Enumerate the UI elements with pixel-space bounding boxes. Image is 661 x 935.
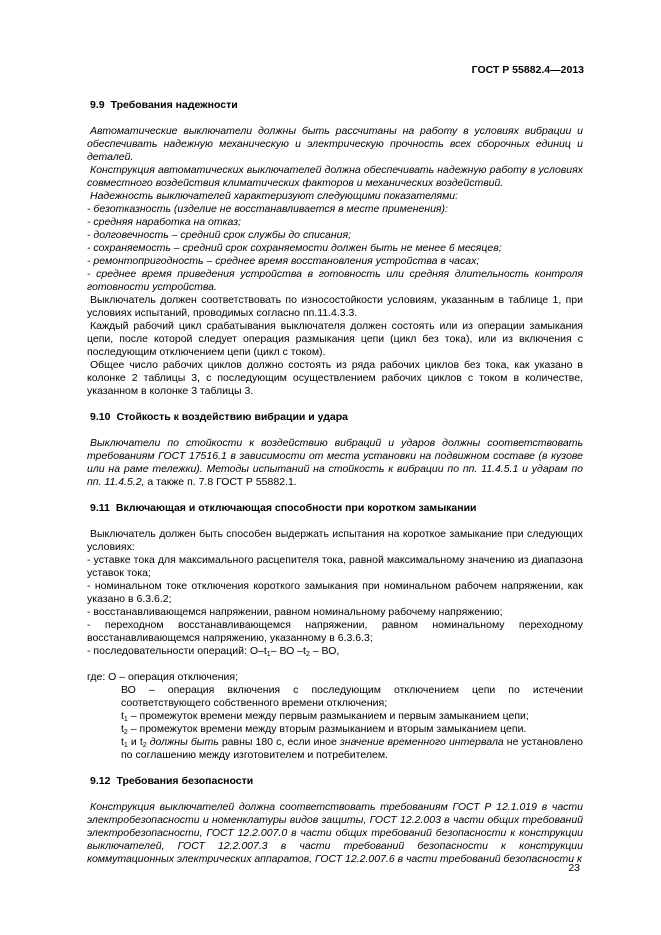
list-item: - уставке тока для максимального расцепителя тока, равной максимальному значению из диапазона уставок тока; [87, 554, 583, 579]
definition-bo: ВО – операция включения с последующим отключением цепи по истечении соответствующего собственного времени отключения; [121, 684, 583, 709]
list-item: - среднее время приведения устройства в готовность или средняя длительность контроля готовности устройства. [87, 268, 583, 293]
document-header: ГОСТ Р 55882.4—2013 [471, 64, 584, 76]
definition-interval: $t_1$ и $t_2$ должны быть равны 180 с, если иное значение временного интервала не установлено по соглашению между изготовителем и потребителем. [121, 736, 584, 761]
list-item: - долговечность – средний срок службы до списания; [87, 229, 352, 241]
list-item: - сохраняемость – средний срок сохраняемости должен быть не менее 6 месяцев; [87, 242, 502, 254]
list-item: - средняя наработка на отказ; [87, 216, 241, 228]
paragraph: Выключатель должен быть способен выдержать испытания на короткое замыкание при следующих условиях: [87, 528, 583, 553]
section-heading-9-11: 9.11 Включающая и отключающая способности при коротком замыкании [90, 502, 477, 514]
operation-sequence: - последовательности операций: $О-t_1-$ ВО $-t_2$ – ВО, [87, 645, 340, 658]
definition-t2: $t_2$ – промежуток времени между вторым размыканием и вторым замыканием цепи. [121, 723, 527, 736]
paragraph: Общее число рабочих циклов должно состоять из ряда рабочих циклов без тока, как указано в колонке 2 таблицы 3, с последующим осуществлением рабочих циклов с током в количестве, указанном в колонке 3 таблицы 3. [87, 359, 583, 397]
definition-where: где: О – операция отключения; [87, 671, 239, 683]
paragraph: Выключатель должен соответствовать по износостойкости условиям, указанным в таблице 1, при условиях испытаний, проводимых согласно пп.11.4.3.3. [87, 294, 583, 319]
paragraph: Выключатели по стойкости к воздействию вибраций и ударов должны соответствовать требованиям ГОСТ 17516.1 в зависимости от места установки на подвижном составе (в кузове или на раме тележки). Методы испытаний на стойкость к вибрации по пп. 11.4.5.1 и ударам по пп. 11.4.5.2, а также п. 7.8 ГОСТ Р 55882.1. [87, 437, 583, 488]
paragraph: Автоматические выключатели должны быть рассчитаны на работу в условиях вибрации и обеспечивать надежную механическую и электрическую прочность всех сборочных единиц и деталей. [87, 125, 583, 163]
list-item: - переходном восстанавливающемся напряжении, равном номинальному переходному восстанавливающемся напряжению, указанному в 6.3.6.3; [87, 619, 583, 644]
definition-t1: $t_1$ – промежуток времени между первым размыканием и первым замыканием цепи; [121, 710, 529, 723]
section-heading-9-12: 9.12 Требования безопасности [90, 775, 254, 787]
page-number: 23 [568, 862, 580, 874]
list-item: - номинальном токе отключения короткого замыкания при номинальном рабочем напряжении, как указано в 6.3.6.2; [87, 580, 583, 605]
list-item: - безотказность (изделие не восстанавливается в месте применения): [87, 203, 448, 215]
list-item: - восстанавливающемся напряжении, равном номинальному рабочему напряжению; [87, 606, 503, 618]
paragraph: Надежность выключателей характеризуют следующими показателями: [90, 190, 459, 202]
list-item: - ремонтопригодность – среднее время восстановления устройства в часах; [87, 255, 480, 267]
section-heading-9-9: 9.9 Требования надежности [90, 99, 238, 111]
paragraph: Конструкция выключателей должна соответствовать требованиям ГОСТ Р 12.1.019 в части электробезопасности и номенклатуры видов защиты, ГОСТ 12.2.003 в части общих требований электробезопасности, ГОСТ 12.2.007.0 в части общих требований безопасности к конструкции выключателей, ГОСТ 12.2.007.3 в части требований безопасности к конструкции коммутационных электрических аппаратов, ГОСТ 12.2.007.6 в части требований безопасности к [87, 801, 583, 865]
paragraph: Конструкция автоматических выключателей должна обеспечивать надежную работу в условиях совместного воздействия климатических факторов и механических воздействий. [87, 164, 583, 189]
section-heading-9-10: 9.10 Стойкость к воздействию вибрации и удара [90, 411, 348, 423]
paragraph: Каждый рабочий цикл срабатывания выключателя должен состоять или из операции замыкания цепи, после которой следует операция размыкания цепи (цикл без тока), или из включения с последующим отключением цепи (цикл с током). [87, 320, 583, 358]
document-body [87, 99, 583, 866]
